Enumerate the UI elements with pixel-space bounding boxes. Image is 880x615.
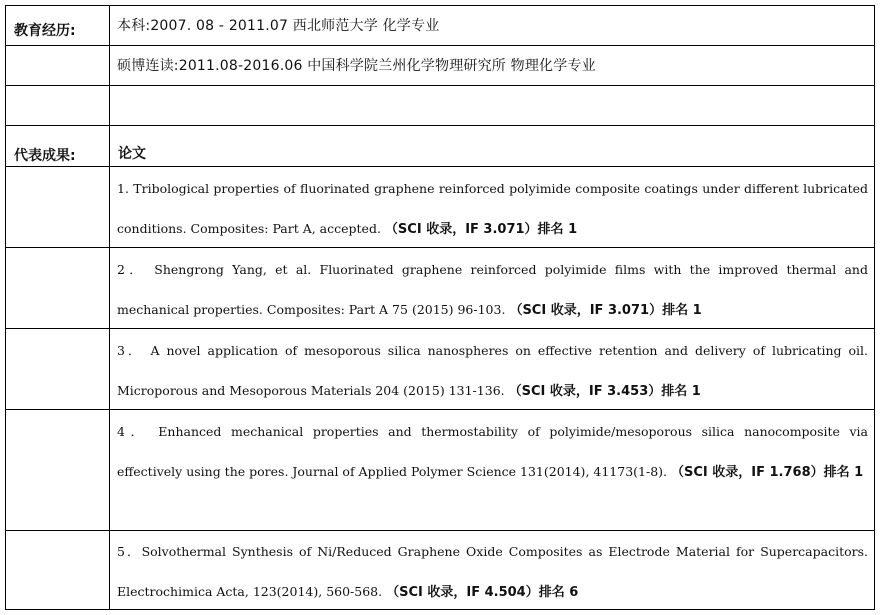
- education-phd: 硕博连读:2011.08-2016.06 中国科学院兰州化学物理研究所 物理化学专业: [117, 58, 596, 74]
- education-phd-cell: [110, 46, 874, 85]
- paper-row: [6, 167, 874, 248]
- paper-citation: 2． Shengrong Yang, et al. Fluorinated graphene reinforced polyimide films with the improved thermal and mechanical properties. Composites: Part A 75 (2015) 96-103.: [117, 262, 868, 317]
- paper-citation: 4． Enhanced mechanical properties and thermostability of polyimide/mesoporous silica nanocomposite via effectively using the pores. Journal of Applied Polymer Science 131(2014), 41173(1-8).: [117, 424, 868, 479]
- achievements-label: 代表成果:: [14, 148, 76, 164]
- achievements-section-cell: [110, 126, 874, 166]
- achievements-label-cell: [6, 126, 110, 166]
- education-row-phd: [6, 46, 874, 86]
- education-undergrad: 本科:2007. 08 - 2011.07 西北师范大学 化学专业: [117, 18, 440, 34]
- blank-label-cell: [6, 410, 110, 530]
- education-row-undergrad: [6, 6, 874, 46]
- paper-citation: 5．Solvothermal Synthesis of Ni/Reduced Graphene Oxide Composites as Electrode Material for Supercapacitors. Electrochimica Acta, 123(2014), 560-568.: [117, 544, 868, 599]
- paper-row: [6, 410, 874, 531]
- blank-label-cell: [6, 167, 110, 247]
- blank-label-cell: [6, 248, 110, 328]
- blank-content-cell: [110, 86, 874, 125]
- paper-row: [6, 531, 874, 609]
- blank-label-cell: [6, 329, 110, 409]
- education-label-cell: [6, 6, 110, 45]
- paper-row: [6, 248, 874, 329]
- blank-label-cell: [6, 86, 110, 125]
- paper-entry: [117, 532, 868, 613]
- paper-cell: [110, 167, 874, 247]
- paper-cell: [110, 531, 874, 609]
- paper-sci-note: （SCI 收录，IF 3.071）排名 1: [509, 303, 702, 318]
- paper-sci-note: （SCI 收录，IF 1.768）排名 1: [671, 465, 864, 480]
- paper-entry: [117, 412, 868, 493]
- section-heading: 论文: [118, 146, 146, 162]
- paper-cell: [110, 248, 874, 328]
- paper-entry: [117, 250, 868, 331]
- paper-entry: [117, 169, 868, 250]
- paper-sci-note: （SCI 收录，IF 3.453）排名 1: [508, 384, 701, 399]
- paper-row: [6, 329, 874, 410]
- blank-label-cell: [6, 531, 110, 609]
- paper-sci-note: （SCI 收录，IF 3.071）排名 1: [384, 222, 578, 237]
- paper-sci-note: （SCI 收录，IF 4.504）排名 6: [386, 585, 579, 600]
- education-undergrad-cell: [110, 6, 874, 45]
- paper-citation: 3． A novel application of mesoporous silica nanospheres on effective retention and delivery of lubricating oil. Microporous and Mesoporous Materials 204 (2015) 131-136.: [117, 343, 868, 398]
- paper-cell: [110, 329, 874, 409]
- paper-citation: 1. Tribological properties of fluorinated graphene reinforced polyimide composite coatings under different lubricated conditions. Composites: Part A, accepted.: [117, 181, 868, 236]
- paper-cell: [110, 410, 874, 530]
- education-label: 教育经历:: [14, 23, 76, 39]
- blank-label-cell: [6, 46, 110, 85]
- empty-row: [6, 86, 874, 126]
- achievements-header-row: [6, 126, 874, 167]
- resume-table: [5, 5, 875, 610]
- paper-entry: [117, 331, 868, 412]
